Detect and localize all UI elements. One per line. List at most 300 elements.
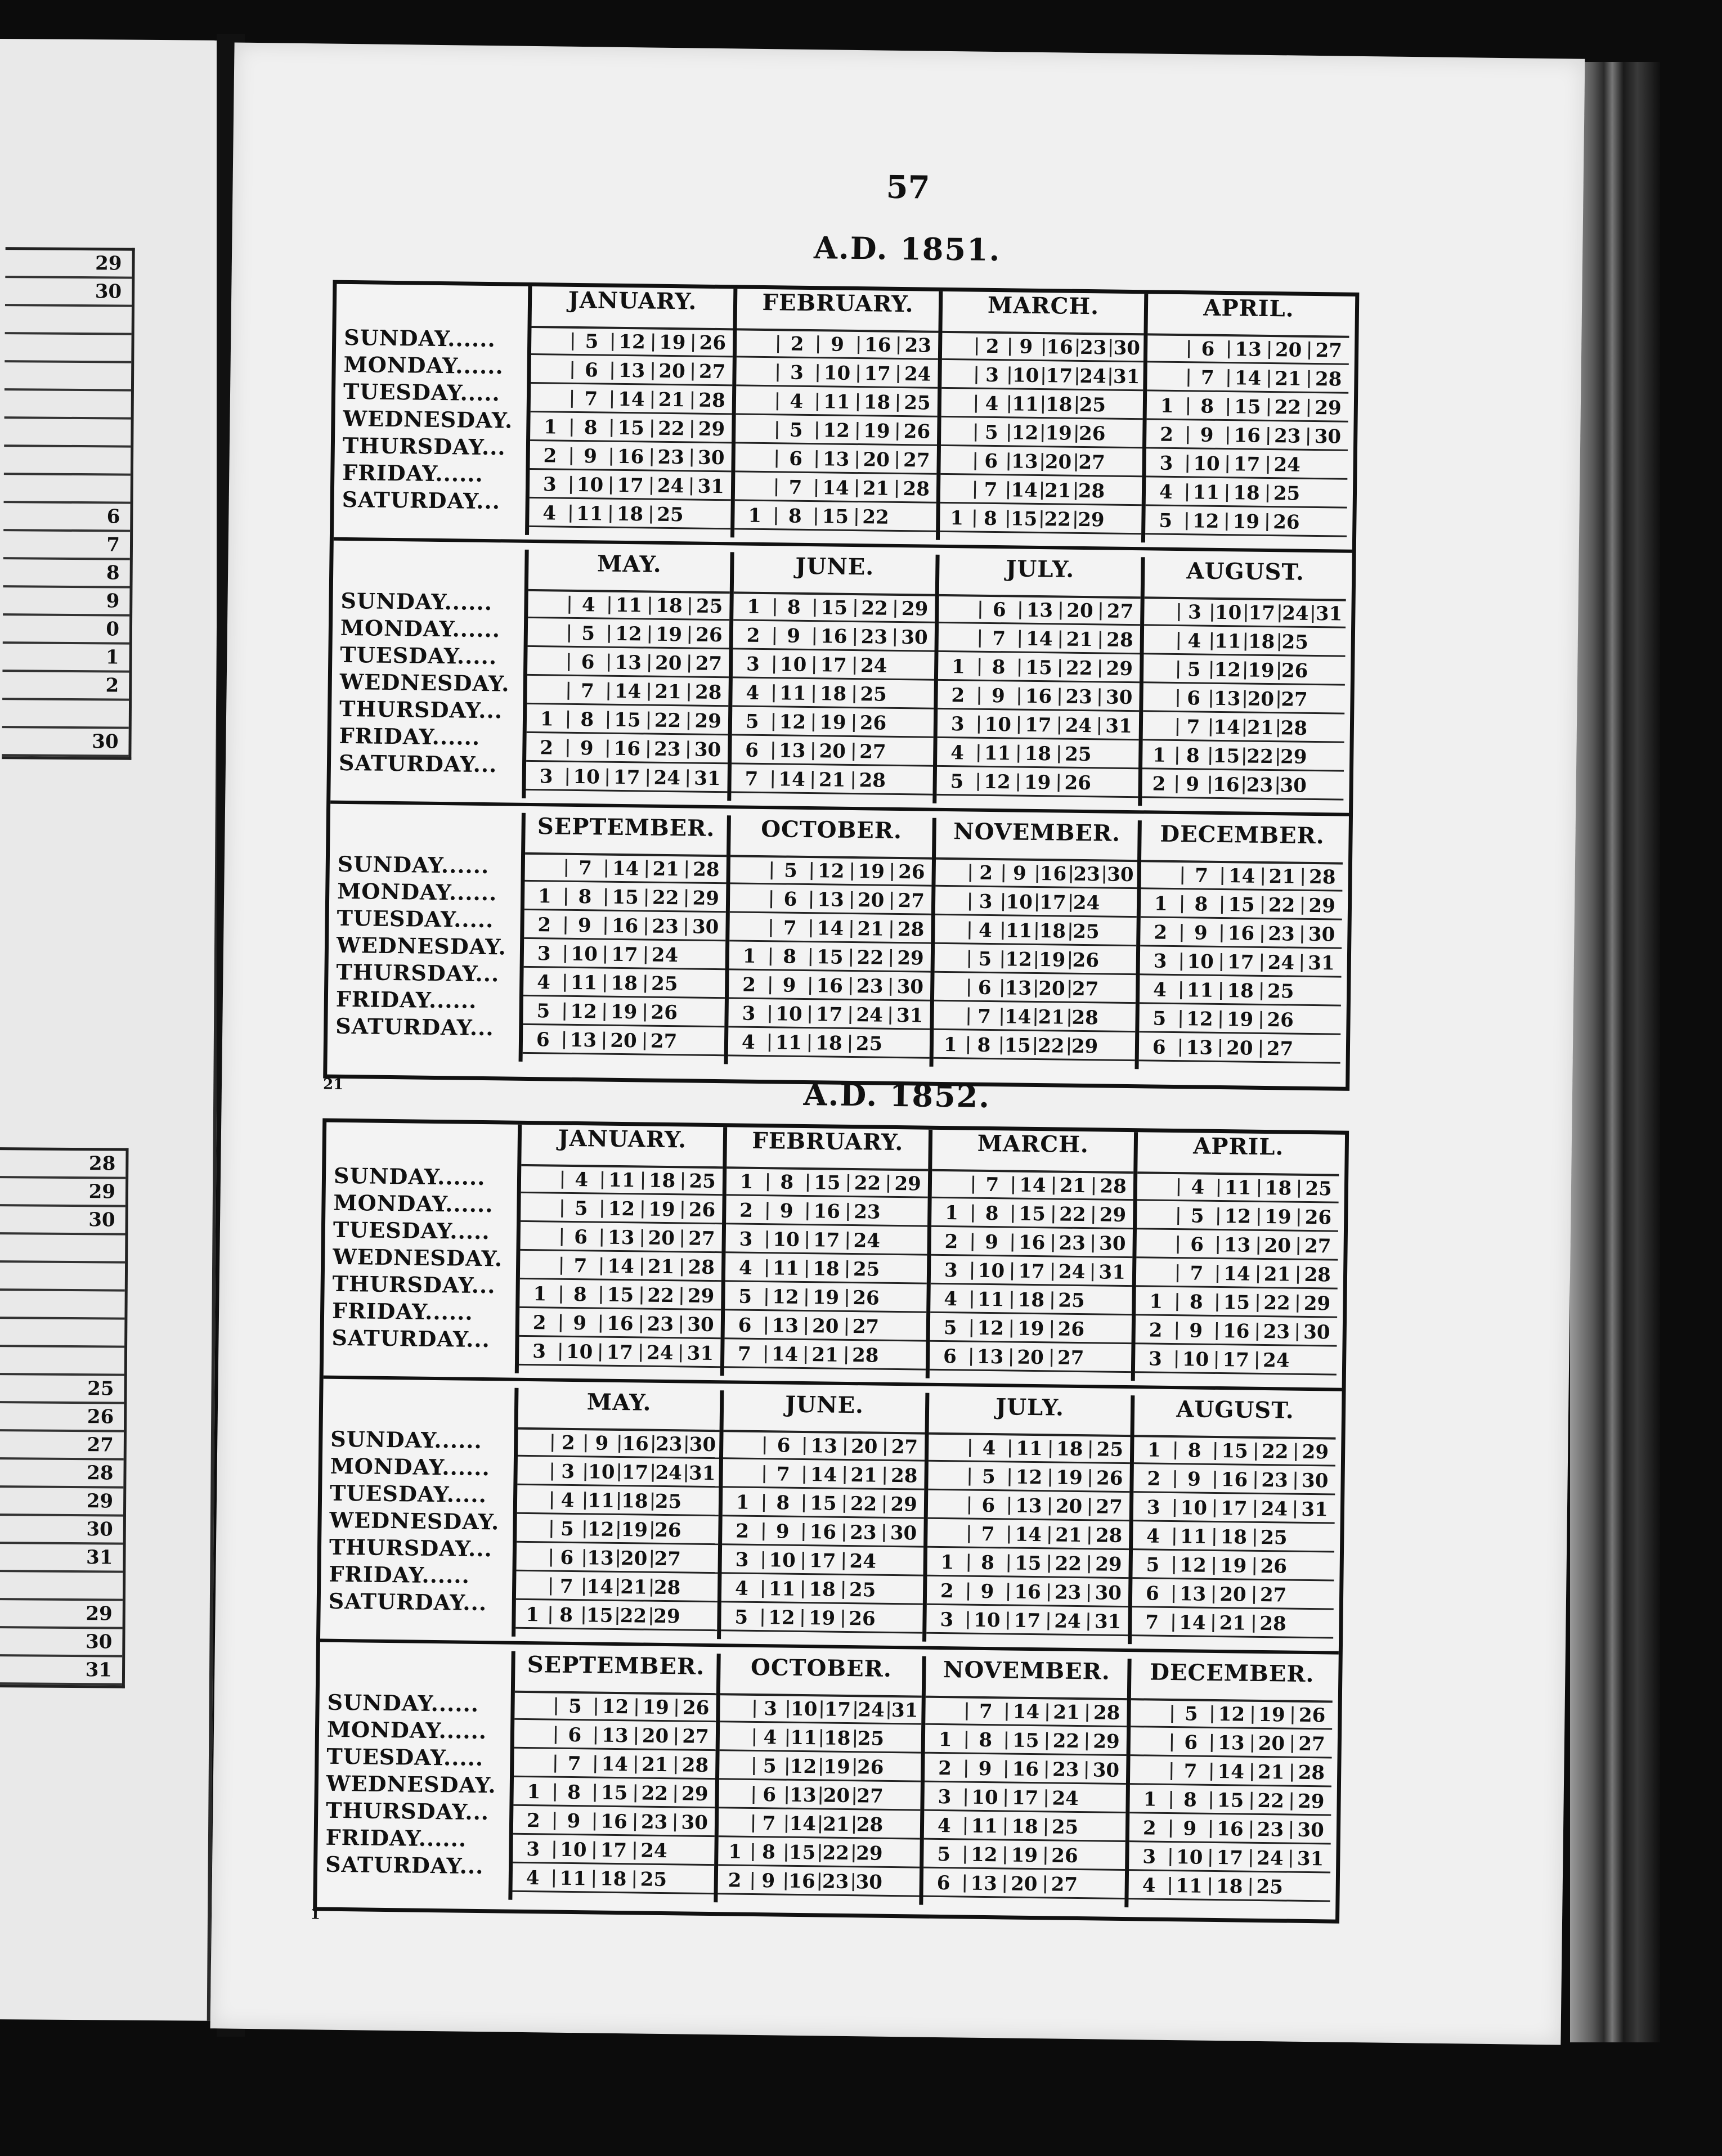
date-cell: 25	[1069, 920, 1103, 943]
date-cell: 2	[1142, 1816, 1156, 1840]
weekday-dates-row	[531, 328, 733, 357]
date-cell: 1	[1154, 892, 1168, 915]
date-cell: 10	[1180, 950, 1221, 973]
date-cell: 21	[1244, 716, 1277, 739]
date-cell: 1	[527, 1780, 541, 1803]
date-cell: 2	[551, 1431, 585, 1454]
date-cell: 30	[685, 1433, 719, 1456]
date-cell: 8	[1176, 744, 1210, 767]
date-cell: 31	[1088, 1610, 1128, 1633]
date-cell: 12	[1217, 1205, 1258, 1228]
date-cell: 31	[690, 475, 731, 498]
weekday-label: SUNDAY......	[340, 587, 493, 616]
weekday-dates-row	[936, 769, 1138, 798]
date-cell: 28	[1291, 1761, 1331, 1784]
date-cell: 28	[651, 1576, 684, 1599]
date-cell: 15	[814, 596, 854, 619]
month-block	[926, 1130, 1134, 1381]
date-cell: 25	[1261, 980, 1301, 1003]
date-cell: 21	[1251, 1760, 1292, 1784]
date-cell: 23	[634, 1811, 675, 1834]
date-cell: 28	[891, 918, 931, 941]
date-cell: 26	[1292, 1704, 1333, 1727]
date-cell: 1	[526, 1603, 540, 1626]
month-name: MARCH.	[932, 1130, 1134, 1174]
date-cell: 7	[770, 917, 810, 940]
date-cell: 21	[844, 1463, 884, 1486]
date-cell: 12	[772, 711, 813, 734]
date-cell	[684, 1559, 718, 1560]
date-cell: 8	[571, 416, 611, 439]
date-cell: 29	[691, 417, 732, 441]
date-cell: 14	[765, 1343, 805, 1366]
date-cell: 19	[801, 1606, 842, 1629]
date-cell: 5	[937, 1843, 951, 1866]
fragment-cell: 30	[5, 278, 132, 307]
fragment-cell: 2	[2, 672, 129, 701]
date-cell: 2	[944, 1230, 958, 1253]
date-cell: 24	[1045, 1787, 1086, 1810]
date-cell	[1297, 1360, 1337, 1361]
date-cell: 22	[651, 417, 692, 440]
date-cell	[720, 1708, 754, 1709]
date-cell: 22	[616, 1604, 650, 1627]
weekday-dates-row	[529, 500, 731, 529]
weekday-dates-row	[519, 1310, 721, 1339]
weekday-label: SUNDAY......	[330, 1426, 483, 1454]
date-cell: 5	[1153, 1007, 1167, 1030]
date-cell: 28	[884, 1464, 925, 1487]
date-cell: 1	[950, 506, 964, 529]
date-cell: 29	[685, 887, 726, 910]
date-cell: 4	[1153, 978, 1167, 1001]
date-cell: 11	[1008, 393, 1042, 416]
date-cell: 9	[1174, 1468, 1214, 1491]
date-cell: 8	[565, 885, 606, 908]
date-cell: 6	[1152, 1036, 1166, 1059]
date-cell: 12	[816, 419, 856, 442]
date-cell: 6	[571, 358, 612, 381]
date-cell: 15	[815, 505, 855, 528]
date-cell	[886, 1853, 920, 1854]
weekday-dates-row	[726, 1197, 928, 1227]
date-cell: 13	[816, 448, 856, 471]
date-cell: 25	[849, 1032, 890, 1055]
date-cell: 22	[1059, 657, 1100, 680]
weekday-dates-row	[727, 1169, 929, 1198]
date-cell: 24	[1256, 1349, 1297, 1372]
weekday-dates-row	[513, 1779, 715, 1808]
date-cell: 15	[1008, 1552, 1048, 1575]
date-cell: 26	[676, 1696, 716, 1719]
date-cell: 19	[642, 1198, 682, 1221]
date-cell: 7	[967, 1005, 1001, 1028]
weekday-dates-row	[736, 416, 938, 446]
date-cell: 20	[1251, 1732, 1292, 1755]
fragment-cell: 8	[3, 559, 129, 589]
date-cell: 10	[1186, 452, 1227, 475]
weekday-label: TUESDAY.....	[340, 641, 497, 670]
weekday-label: THURSDAY...	[326, 1797, 490, 1825]
date-cell: 3	[526, 1838, 540, 1861]
date-cell: 17	[1221, 951, 1261, 974]
date-cell: 12	[1002, 948, 1035, 971]
date-cell: 14	[608, 680, 648, 703]
date-cell: 16	[814, 625, 854, 648]
date-cell: 7	[745, 767, 759, 790]
date-cell: 23	[819, 1870, 853, 1893]
weekday-dates-row	[1143, 685, 1345, 714]
date-cell: 21	[1041, 479, 1075, 502]
date-cell: 8	[1176, 1291, 1217, 1314]
date-cell: 23	[847, 1200, 887, 1223]
fragment-cell: 31	[0, 1544, 123, 1573]
date-cell	[521, 1207, 561, 1208]
date-cell: 16	[1221, 922, 1261, 945]
date-cell: 4	[741, 1031, 755, 1054]
date-cell: 11	[1218, 1176, 1258, 1199]
date-cell	[886, 1882, 920, 1883]
date-cell: 16	[1214, 1468, 1255, 1491]
date-cell	[1293, 1595, 1334, 1596]
weekday-labels	[329, 1426, 514, 1618]
weekday-label: TUESDAY.....	[333, 1216, 490, 1245]
weekday-dates-row	[734, 502, 936, 532]
weekday-dates-row	[935, 917, 1137, 946]
date-cell: 12	[1211, 1703, 1252, 1726]
weekday-label: TUESDAY.....	[326, 1743, 484, 1771]
date-cell: 24	[644, 944, 685, 967]
fragment-cell	[0, 1291, 125, 1320]
date-cell: 2	[532, 1311, 546, 1334]
date-cell: 28	[1088, 1524, 1129, 1547]
fragment-cell: 30	[2, 728, 128, 757]
date-cell: 13	[601, 1226, 642, 1249]
date-cell	[1311, 728, 1344, 729]
date-cell	[929, 1447, 969, 1448]
month-block	[512, 1388, 720, 1639]
date-cell: 11	[602, 1169, 642, 1192]
date-cell: 30	[1307, 425, 1348, 448]
weekday-dates-row	[1141, 862, 1343, 891]
date-cell: 5	[943, 1316, 957, 1339]
date-cell: 19	[1017, 771, 1058, 794]
date-cell: 13	[1228, 338, 1268, 361]
date-cell: 6	[536, 1028, 550, 1051]
date-cell: 28	[852, 769, 893, 792]
date-cell: 3	[542, 473, 557, 496]
weekday-dates-row	[520, 1252, 722, 1282]
date-cell: 22	[1267, 396, 1308, 419]
date-cell: 29	[681, 1284, 721, 1308]
weekday-dates-row	[718, 1867, 920, 1897]
date-cell: 2	[742, 973, 756, 996]
weekday-dates-row	[523, 998, 725, 1027]
date-cell: 12	[761, 1606, 802, 1629]
date-cell: 26	[1044, 1844, 1085, 1867]
month-name: OCTOBER.	[730, 815, 932, 859]
date-cell: 30	[687, 738, 728, 761]
date-cell: 7	[972, 1173, 1012, 1196]
date-cell: 14	[1217, 1262, 1257, 1285]
fragment-cell	[0, 1234, 125, 1264]
date-cell: 3	[975, 363, 1009, 387]
date-cell: 16	[802, 1521, 843, 1544]
date-cell: 3	[735, 1548, 749, 1571]
date-cell: 27	[681, 1227, 722, 1250]
weekday-dates-row	[514, 1693, 716, 1722]
date-cell: 15	[583, 1604, 617, 1627]
date-cell	[1091, 1358, 1132, 1359]
date-cell: 19	[617, 1518, 651, 1541]
weekday-dates-row	[929, 1435, 1131, 1464]
date-cell: 25	[689, 595, 730, 618]
date-cell	[886, 1269, 927, 1270]
month-name: DECEMBER.	[1131, 1659, 1333, 1703]
date-cell: 31	[1098, 715, 1139, 738]
date-cell: 29	[675, 1782, 715, 1805]
weekday-dates-row	[925, 1755, 1127, 1785]
date-cell: 14	[1008, 1523, 1048, 1546]
date-cell	[886, 1298, 927, 1299]
date-cell: 7	[966, 1700, 1006, 1723]
date-cell: 21	[812, 769, 853, 792]
date-cell	[1131, 1713, 1171, 1714]
fragment-cell: 31	[0, 1656, 122, 1686]
date-cell: 2	[739, 1199, 754, 1222]
date-cell: 13	[1019, 599, 1060, 622]
date-cell: 14	[606, 857, 646, 880]
fragment-cell	[0, 1347, 124, 1376]
date-cell: 22	[1262, 893, 1302, 917]
date-cell: 6	[1177, 1233, 1217, 1256]
date-cell: 11	[773, 682, 813, 705]
date-cell: 14	[611, 388, 652, 411]
date-cell: 13	[1210, 687, 1244, 710]
date-cell: 11	[608, 594, 649, 617]
date-cell: 9	[564, 914, 605, 937]
months-row	[525, 286, 1349, 545]
date-cell: 30	[1276, 774, 1310, 797]
date-cell: 20	[1010, 1346, 1051, 1369]
date-cell	[1147, 348, 1188, 349]
date-cell	[1311, 699, 1345, 700]
date-cell: 3	[537, 942, 551, 965]
date-cell: 24	[842, 1549, 883, 1573]
date-cell	[684, 1041, 724, 1042]
date-cell: 16	[1216, 1319, 1257, 1342]
date-cell: 8	[769, 945, 810, 968]
date-cell: 7	[565, 856, 606, 879]
date-cell: 27	[1069, 977, 1102, 1000]
date-cell: 28	[1253, 1612, 1293, 1635]
date-cell: 22	[1048, 1552, 1088, 1575]
date-cell	[1109, 462, 1142, 463]
date-cell: 22	[1257, 1291, 1297, 1314]
date-cell: 3	[1142, 1845, 1156, 1868]
weekday-dates-row	[941, 362, 1143, 391]
date-cell: 11	[971, 1288, 1011, 1311]
date-cell: 4	[526, 1866, 540, 1889]
weekday-dates-row	[520, 1224, 722, 1253]
month-name: JULY.	[939, 555, 1141, 599]
month-name: OCTOBER.	[720, 1654, 922, 1697]
date-cell: 20	[1035, 977, 1069, 1000]
date-cell: 1	[747, 595, 761, 618]
date-cell: 14	[815, 477, 856, 500]
date-cell: 27	[896, 448, 937, 471]
year-title-1852: A.D. 1852.	[803, 1076, 991, 1115]
date-cell: 22	[634, 1782, 675, 1805]
weekday-dates-row	[1129, 1815, 1331, 1844]
fragment-cell: 30	[0, 1516, 123, 1545]
date-cell: 18	[1035, 919, 1069, 942]
date-cell: 24	[634, 1839, 674, 1862]
weekday-dates-row	[531, 385, 733, 415]
date-cell: 6	[550, 1546, 584, 1569]
date-cell: 26	[1298, 1206, 1338, 1229]
date-cell: 24	[1254, 1497, 1294, 1520]
months-row	[519, 813, 1343, 1072]
date-cell: 28	[688, 681, 729, 704]
date-cell: 2	[540, 736, 554, 759]
date-cell: 24	[1070, 891, 1104, 914]
date-cell: 4	[746, 681, 760, 704]
date-cell: 15	[1210, 1789, 1251, 1812]
date-cell: 9	[567, 736, 607, 760]
date-cell: 15	[786, 1841, 819, 1864]
weekday-dates-row	[732, 708, 934, 738]
date-cell: 22	[855, 506, 896, 529]
date-cell: 5	[975, 421, 1008, 444]
fragment-cell: 30	[0, 1206, 125, 1236]
date-cell: 12	[1210, 658, 1244, 681]
date-cell: 5	[745, 710, 759, 733]
date-cell: 15	[594, 1781, 635, 1804]
month-name: MAY.	[518, 1388, 720, 1432]
date-cell: 12	[584, 1518, 618, 1541]
date-cell: 11	[761, 1578, 802, 1601]
date-cell: 3	[1148, 1347, 1163, 1371]
date-cell: 16	[809, 974, 850, 998]
date-cell: 30	[1110, 336, 1143, 360]
fragment-cell: 9	[3, 587, 129, 617]
printer-signature-mark: 1	[310, 1906, 321, 1923]
date-cell: 30	[685, 915, 726, 938]
weekday-label: WEDNESDAY.	[339, 668, 510, 697]
weekday-label: FRIDAY......	[325, 1824, 467, 1852]
date-cell: 13	[786, 1784, 820, 1807]
weekday-label: SATURDAY...	[342, 486, 501, 514]
date-cell: 8	[965, 1728, 1006, 1751]
date-cell: 23	[1052, 1232, 1092, 1255]
fragment-cell: 0	[3, 616, 129, 645]
weekday-dates-row	[721, 1575, 923, 1605]
date-cell: 19	[851, 860, 891, 883]
date-cell: 30	[894, 626, 935, 649]
weekday-dates-row	[736, 388, 938, 417]
fragment-cell	[5, 390, 131, 420]
date-cell: 9	[971, 1230, 1012, 1254]
date-cell: 1	[544, 415, 558, 439]
weekday-label: WEDNESDAY.	[343, 405, 513, 433]
date-cell: 27	[1100, 600, 1141, 623]
date-cell: 7	[1176, 716, 1210, 739]
date-cell: 24	[1058, 714, 1098, 737]
date-cell: 4	[550, 1489, 584, 1512]
quarter-block	[317, 1649, 1338, 1915]
date-cell: 5	[776, 419, 817, 442]
date-cell: 24	[854, 654, 894, 677]
date-cell: 24	[640, 1341, 680, 1364]
weekday-dates-row	[934, 974, 1136, 1004]
weekday-dates-row	[1135, 1346, 1337, 1375]
weekday-dates-row	[514, 1722, 716, 1751]
weekday-dates-row	[1142, 771, 1344, 800]
weekday-dates-row	[723, 1461, 925, 1490]
weekday-dates-row	[719, 1753, 921, 1782]
date-cell: 13	[1008, 450, 1042, 473]
date-cell	[685, 1530, 719, 1531]
date-cell: 15	[1006, 1729, 1046, 1752]
date-cell: 4	[969, 1436, 1010, 1459]
date-cell	[1307, 522, 1347, 523]
date-cell: 20	[1049, 1495, 1089, 1518]
date-cell: 12	[1173, 1554, 1213, 1577]
date-cell: 5	[968, 1465, 1009, 1488]
weekday-dates-row	[1130, 1758, 1332, 1787]
date-cell: 29	[1291, 1790, 1331, 1813]
date-cell: 10	[977, 713, 1018, 736]
date-cell: 7	[554, 1752, 595, 1775]
date-cell: 27	[853, 740, 893, 763]
date-cell: 27	[845, 1315, 886, 1338]
date-cell: 6	[554, 1723, 595, 1746]
date-cell: 12	[1180, 1008, 1220, 1031]
date-cell: 11	[1180, 979, 1221, 1002]
date-cell: 22	[850, 946, 890, 969]
date-cell: 7	[571, 387, 611, 410]
date-cell	[1085, 1827, 1125, 1828]
date-cell: 21	[617, 1575, 651, 1598]
date-cell: 10	[773, 653, 814, 676]
date-cell: 18	[1220, 979, 1261, 1002]
weekday-dates-row	[1129, 1786, 1331, 1816]
date-cell: 21	[1212, 1611, 1253, 1634]
date-cell	[926, 1710, 966, 1711]
date-cell: 18	[813, 682, 854, 706]
date-cell	[517, 1499, 551, 1500]
months-row	[522, 550, 1346, 809]
weekday-dates-row	[524, 855, 727, 884]
weekday-dates-row	[1132, 1580, 1334, 1610]
weekday-dates-row	[521, 1166, 723, 1196]
date-cell: 21	[1257, 1263, 1298, 1286]
months-row	[508, 1651, 1333, 1910]
weekday-dates-row	[729, 972, 931, 1001]
date-cell: 29	[1086, 1730, 1127, 1753]
date-cell: 29	[688, 709, 728, 733]
date-cell: 17	[1216, 1348, 1256, 1371]
date-cell: 25	[1058, 743, 1098, 766]
month-block	[932, 555, 1141, 806]
date-cell: 26	[651, 1519, 685, 1542]
date-cell: 9	[1176, 773, 1209, 796]
date-cell: 27	[1308, 339, 1349, 362]
date-cell: 23	[645, 915, 685, 938]
date-cell: 28	[845, 1344, 886, 1367]
date-cell: 29	[884, 1493, 924, 1516]
